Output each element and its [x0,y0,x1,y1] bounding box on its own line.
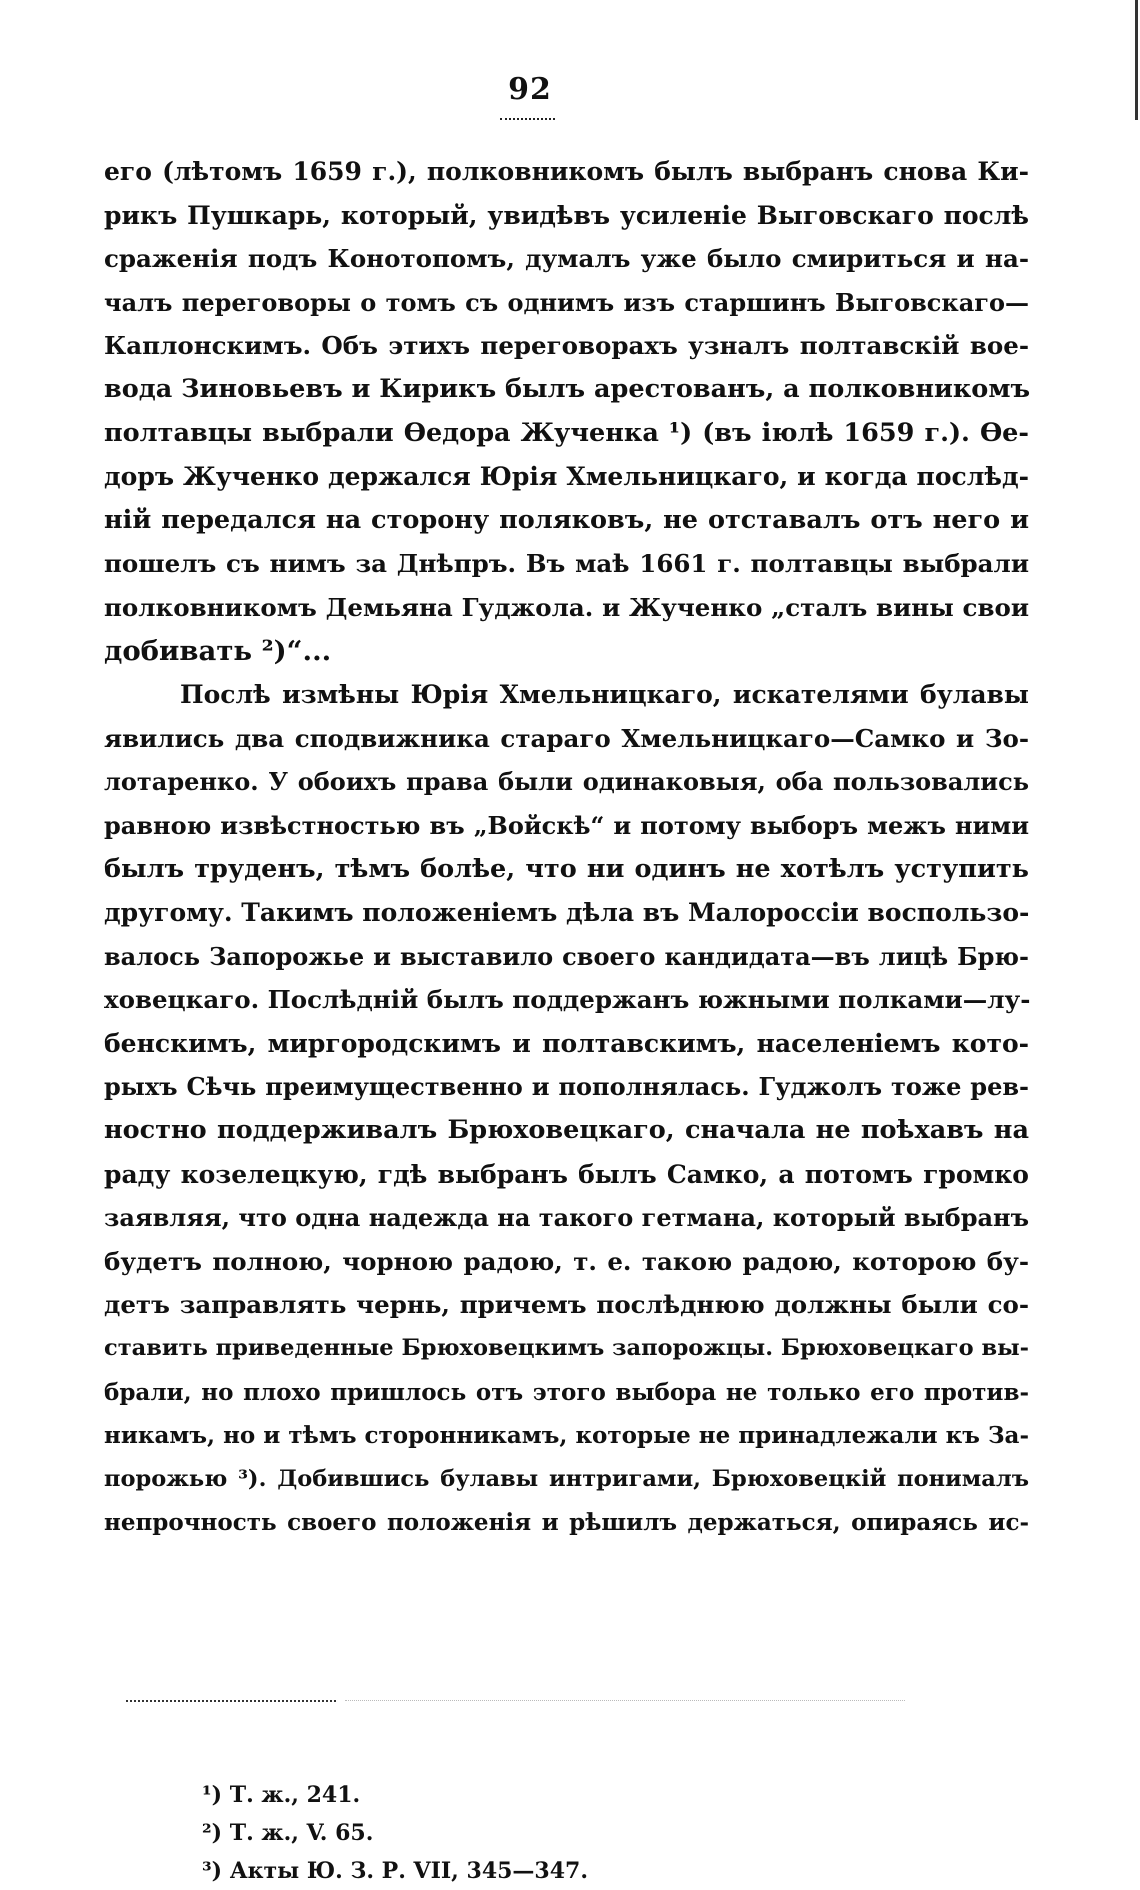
text-line: ховецкаго. Послѣдній былъ поддержанъ южными полками—лу- [104,985,1031,1015]
text-line: ставить приведенные Брюховецкимъ запорожцы. Брюховецкаго вы- [104,1335,1029,1362]
footnote-separator [126,1700,336,1702]
text-line: никамъ, но и тѣмъ сторонникамъ, которые не принадлежали къ За- [104,1422,1029,1450]
footnote-2: ²) Т. ж., V. 65. [202,1820,374,1846]
page-number-rule [500,118,555,120]
text-line: доръ Жученко держался Юрія Хмельницкаго, и когда послѣд- [104,462,1029,492]
body-text [104,150,1029,1545]
text-line: раду козелецкую, гдѣ выбранъ былъ Самко, а потомъ громко [104,1159,1029,1189]
footnotes [202,1776,902,1890]
text-line: детъ заправлять чернь, причемъ послѣднюю должны были со- [104,1290,1029,1320]
text-line: другому. Такимъ положеніемъ дѣла въ Малороссіи воспользо- [104,898,1030,928]
text-line: ній передался на сторону поляковъ, не отставалъ отъ него и [104,504,1029,535]
footnote-3: ³) Акты Ю. З. Р. VII, 345—347. [202,1858,589,1884]
text-line: порожью ³). Добившись булавы интригами, Брюховецкій понималъ [104,1465,1029,1492]
text-line: сраженія подъ Конотопомъ, думалъ уже было смириться и на- [104,244,1029,274]
text-line: его (лѣтомъ 1659 г.), полковникомъ былъ выбранъ снова Ки- [104,157,1029,186]
paragraph-start-line: Послѣ измѣны Юрія Хмельницкаго, искателями булавы [180,680,1029,710]
text-line: валось Запорожье и выставило своего кандидата—въ лицѣ Брю- [104,941,1029,971]
text-line: рикъ Пушкарь, который, увидѣвъ усиленіе Выговскаго послѣ [104,200,1029,230]
text-line: чалъ переговоры о томъ съ однимъ изъ старшинъ Выговскаго— [104,287,1029,317]
text-line: лотаренко. У обоихъ права были одинаковыя, оба пользовались [104,767,1029,797]
scan-edge-mark [1135,0,1138,120]
text-line: вода Зиновьевъ и Кирикъ былъ арестованъ, а полковникомъ [104,373,1031,404]
text-line: ностно поддерживалъ Брюховецкаго, сначала не поѣхавъ на [104,1115,1029,1146]
text-line: непрочность своего положенія и рѣшилъ держаться, опираясь ис- [104,1509,1029,1537]
text-line: явились два сподвижника стараго Хмельницкаго—Самко и Зо- [104,723,1029,753]
text-line: брали, но плохо пришлось отъ этого выбора не только его против- [104,1378,1029,1406]
text-line: бенскимъ, миргородскимъ и полтавскимъ, населеніемъ кото- [104,1028,1029,1058]
text-line: Каплонскимъ. Объ этихъ переговорахъ узналъ полтавскій вое- [104,331,1029,361]
text-line: полковникомъ Демьяна Гуджола. и Жученко „сталъ вины свои [104,592,1029,622]
text-line: будетъ полною, чорною радою, т. е. такою радою, которою бу- [104,1246,1029,1276]
text-line: равною извѣстностью въ „Войскѣ“ и потому выборъ межъ ними [104,810,1029,840]
text-line: заявляя, что одна надежда на такого гетмана, который выбранъ [104,1203,1029,1233]
text-line: пошелъ съ нимъ за Днѣпръ. Въ маѣ 1661 г. полтавцы выбрали [104,549,1029,579]
text-line: былъ труденъ, тѣмъ болѣе, что ни одинъ не хотѣлъ уступить [104,853,1029,884]
text-line: рыхъ Сѣчь преимущественно и пополнялась. Гуджолъ тоже рев- [104,1072,1029,1102]
text-line: полтавцы выбрали Өедора Жученка ¹) (въ іюлѣ 1659 г.). Өе- [104,417,1029,448]
text-line: добивать ²)“... [104,634,332,667]
footnote-1: ¹) Т. ж., 241. [202,1782,361,1808]
page-number: 92 [508,72,552,107]
footnote-separator-faint [345,1700,905,1701]
